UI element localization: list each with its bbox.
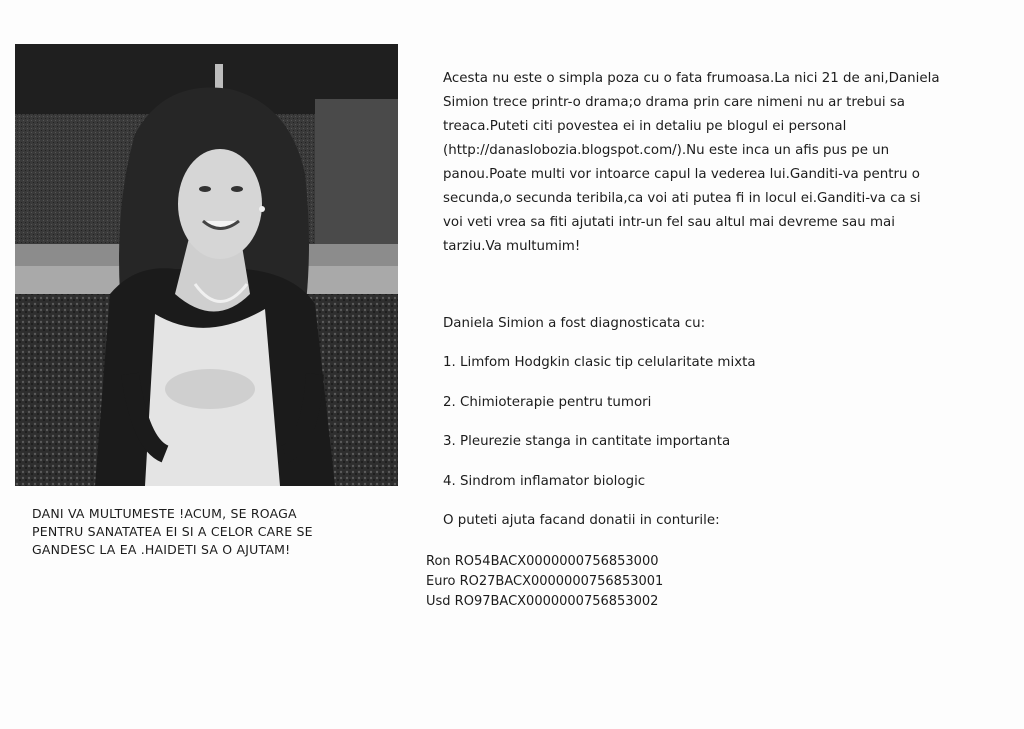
diagnosis-item: 1. Limfom Hodgkin clasic tip celularitate mixta	[443, 355, 756, 370]
intro-line: tarziu.Va multumim!	[443, 239, 581, 254]
diagnosis-item: 2. Chimioterapie pentru tumori	[443, 395, 652, 410]
caption-line: DANI VA MULTUMESTE !ACUM, SE ROAGA	[32, 506, 297, 521]
intro-line: (http://danaslobozia.blogspot.com/).Nu este inca un afis pus pe un	[443, 143, 890, 158]
bank-accounts	[426, 552, 663, 612]
intro-line: secunda,o secunda teribila,ca voi ati putea fi in locul ei.Ganditi-va ca si	[443, 191, 921, 206]
diagnosis-item: 4. Sindrom inflamator biologic	[443, 474, 646, 489]
caption-line: GANDESC LA EA .HAIDETI SA O AJUTAM!	[32, 542, 291, 557]
intro-line: panou.Poate multi vor intoarce capul la vederea lui.Ganditi-va pentru o	[443, 167, 920, 182]
intro-line: voi veti vrea sa fiti ajutati intr-un fel sau altul mai devreme sau mai	[443, 215, 895, 230]
intro-line: Acesta nu este o simpla poza cu o fata frumoasa.La nici 21 de ani,Daniela	[443, 71, 940, 86]
account-usd: Usd RO97BACX0000000756853002	[426, 594, 659, 609]
account-ron: Ron RO54BACX0000000756853000	[426, 554, 659, 569]
photo-caption	[32, 505, 372, 559]
intro-line: Simion trece printr-o drama;o drama prin care nimeni nu ar trebui sa	[443, 95, 905, 110]
intro-paragraph	[443, 67, 991, 259]
portrait-photo	[15, 44, 398, 486]
donate-text: O puteti ajuta facand donatii in conturile:	[443, 513, 720, 528]
diagnosis-title: Daniela Simion a fost diagnosticata cu:	[443, 316, 706, 331]
intro-line: treaca.Puteti citi povestea ei in detaliu pe blogul ei personal	[443, 119, 847, 134]
caption-line: PENTRU SANATATEA EI SI A CELOR CARE SE	[32, 524, 313, 539]
account-euro: Euro RO27BACX0000000756853001	[426, 574, 664, 589]
diagnosis-item: 3. Pleurezie stanga in cantitate importanta	[443, 434, 731, 449]
